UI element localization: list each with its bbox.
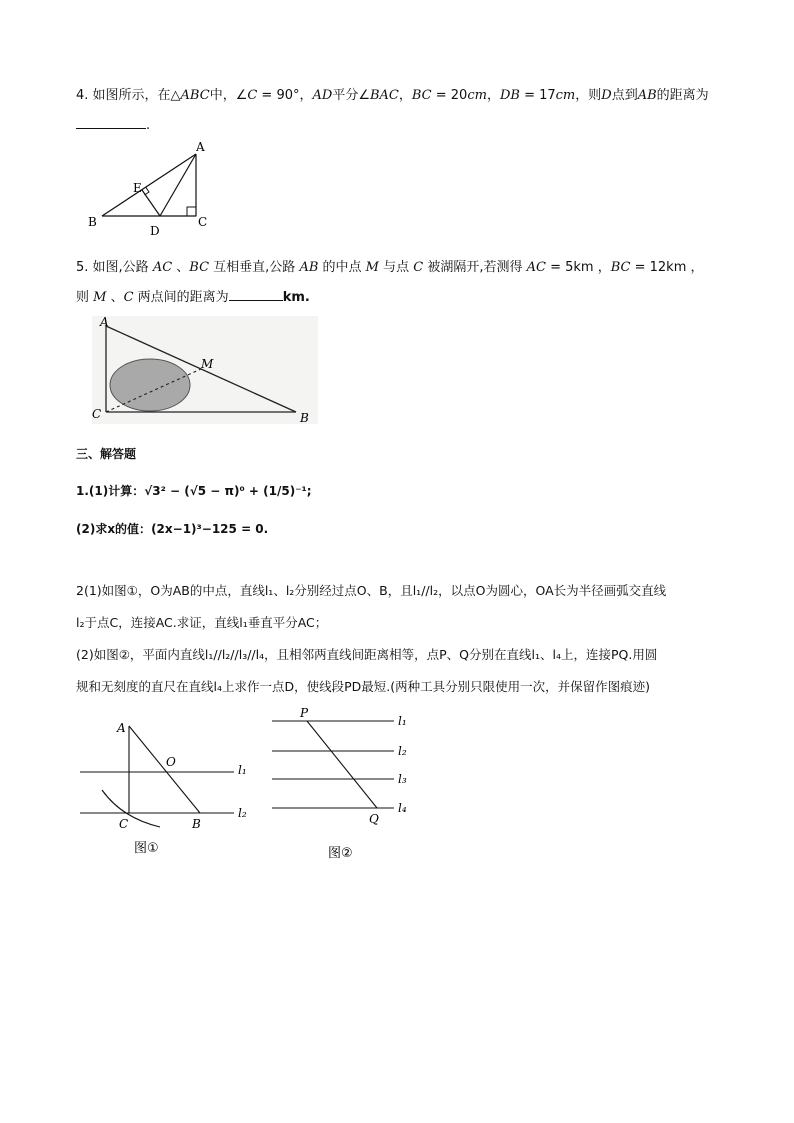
q4-answer-line xyxy=(76,116,150,133)
q4-label-a: A xyxy=(196,140,205,154)
q4-var-d: D xyxy=(601,88,612,103)
q4-text-f: = 20 xyxy=(431,88,468,103)
p1-part2-expression: (2x−1)³−125 = 0. xyxy=(151,522,269,536)
q5-var-m: M xyxy=(365,260,379,275)
q4-text-c: = 90°， xyxy=(257,88,313,103)
q4-var-bc: BC xyxy=(411,88,432,103)
q4-figure xyxy=(84,138,214,240)
q5-var-ac2: AC xyxy=(526,260,546,275)
q4-var-abc: ABC xyxy=(180,88,210,103)
fig1-label-o: O xyxy=(166,755,176,769)
q4-line-de xyxy=(142,190,160,216)
p1-part1 xyxy=(76,482,312,499)
q5-figure xyxy=(84,312,324,428)
q5-text xyxy=(76,256,704,275)
q4-unit-cm2: cm xyxy=(555,88,576,103)
q4-end-dot: . xyxy=(146,118,151,133)
q5-var-bc1: BC xyxy=(189,260,210,275)
figure-1 xyxy=(70,712,260,862)
fig2-segment-pq xyxy=(307,721,377,808)
q5-var-m2: M xyxy=(93,290,107,305)
q5-label-a: A xyxy=(100,315,109,329)
fig1-line-ab xyxy=(129,726,200,813)
q5-label-m: M xyxy=(201,357,214,371)
q4-label-e: E xyxy=(133,181,142,195)
fig1-label-a: A xyxy=(117,721,126,735)
q4-text-k: 的距离为 xyxy=(656,88,709,103)
p2-line4: 规和无刻度的直尺在直线l₄上求作一点D，使线段PD最短.(两种工具分别只限使用一次，并保留作图痕迹) xyxy=(76,679,651,694)
figure-2 xyxy=(266,704,426,864)
section-3-title: 三、解答题 xyxy=(76,447,137,461)
fig2-label-l4: l₄ xyxy=(398,801,407,815)
q5-text-b: 、 xyxy=(172,260,190,275)
q4-text-d: 平分∠ xyxy=(332,88,370,103)
q5-text-e: 与点 xyxy=(378,260,414,275)
q5-var-c2: C xyxy=(123,290,134,305)
fig1-arc xyxy=(102,790,160,827)
q5-text-d: 的中点 xyxy=(318,260,366,275)
q5-var-ab: AB xyxy=(299,260,319,275)
q5-line2-c: 两点间的距离为 xyxy=(133,290,229,305)
q5-text-line2 xyxy=(76,286,310,305)
q4-text-j: 点到 xyxy=(611,88,638,103)
q4-label-d: D xyxy=(150,224,160,238)
p1-part2 xyxy=(76,520,268,537)
q4-var-bac: BAC xyxy=(369,88,399,103)
fig1-caption: 图① xyxy=(134,841,159,856)
q5-text-a: 5. 如图,公路 xyxy=(76,260,153,275)
fig2-label-l2: l₂ xyxy=(398,744,407,758)
q4-right-angle-c xyxy=(187,207,196,216)
q5-lake xyxy=(110,359,190,411)
q5-line2-a: 则 xyxy=(76,290,94,305)
fig2-caption: 图② xyxy=(328,846,353,861)
fig1-label-l1: l₁ xyxy=(238,763,247,777)
p1-part1-label: 1.(1)计算： xyxy=(76,484,145,498)
p2-line3: (2)如图②，平面内直线l₁//l₂//l₃//l₄，且相邻两直线间距离相等，点P、Q分别在直线l₁、l₄上，连接PQ.用圆 xyxy=(76,647,658,662)
p2-line2: l₂于点C，连接AC.求证，直线l₁垂直平分AC； xyxy=(76,615,328,630)
q4-text-b: 中，∠ xyxy=(209,88,248,103)
fig2-label-l1: l₁ xyxy=(398,714,407,728)
q4-label-c: C xyxy=(198,215,208,229)
p2-line1: 2(1)如图①，O为AB的中点，直线l₁、l₂分别经过点O、B，且l₁//l₂，以点O为圆心，OA长为半径画弧交直线 xyxy=(76,583,667,598)
q4-line-ab xyxy=(102,154,196,216)
q4-text-a: 4. 如图所示，在△ xyxy=(76,88,181,103)
q4-answer-blank xyxy=(76,116,146,129)
fig1-label-b: B xyxy=(192,817,201,831)
q4-text-g: ， xyxy=(486,88,500,103)
q5-text-f: 被湖隔开,若测得 xyxy=(423,260,527,275)
fig2-label-p: P xyxy=(300,706,309,720)
q5-label-b: B xyxy=(300,411,309,425)
q4-text-i: ，则 xyxy=(575,88,602,103)
fig1-label-l2: l₂ xyxy=(238,806,247,820)
q5-text-h: = 12km ， xyxy=(630,260,704,275)
q4-label-b: B xyxy=(88,215,97,229)
q5-text-c: 互相垂直,公路 xyxy=(209,260,300,275)
q4-text-e: ， xyxy=(398,88,412,103)
q5-unit: km. xyxy=(282,290,310,305)
q4-text-h: = 17 xyxy=(519,88,556,103)
q4-var-c: C xyxy=(247,88,258,103)
fig1-label-c: C xyxy=(119,817,129,831)
fig2-label-l3: l₃ xyxy=(398,772,407,786)
p1-part2-label: (2)求x的值： xyxy=(76,522,152,536)
q5-var-bc2: BC xyxy=(610,260,631,275)
q5-var-c: C xyxy=(413,260,424,275)
q5-label-c: C xyxy=(92,407,102,421)
q4-var-ad: AD xyxy=(312,88,333,103)
q4-var-ab: AB xyxy=(637,88,657,103)
q5-text-g: = 5km ， xyxy=(545,260,611,275)
q4-unit-cm1: cm xyxy=(467,88,487,103)
q5-answer-blank xyxy=(229,288,283,301)
q4-var-db: DB xyxy=(499,88,520,103)
fig2-label-q: Q xyxy=(369,812,379,826)
q4-text xyxy=(76,84,709,103)
q5-line2-b: 、 xyxy=(106,290,124,305)
p1-part1-expression: √3² − (√5 − π)⁰ + (1/5)⁻¹; xyxy=(144,484,312,498)
q5-var-ac1: AC xyxy=(152,260,173,275)
